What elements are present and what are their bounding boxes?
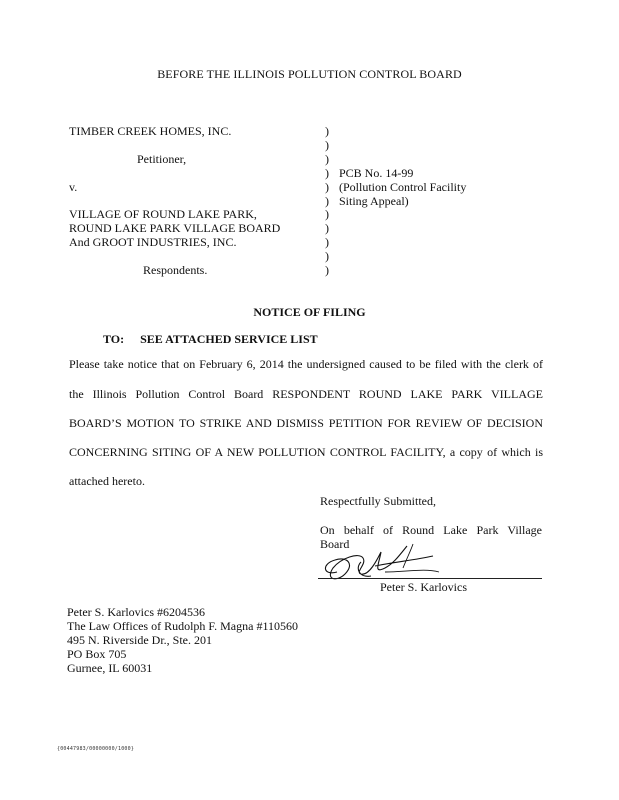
paren-mark: ) — [325, 235, 329, 249]
paren-mark: ) — [325, 166, 329, 180]
body-line: BOARD’S MOTION TO STRIKE AND DISMISS PETITION FOR REVIEW OF DECISION — [69, 416, 543, 430]
paren-mark: ) — [325, 263, 329, 277]
petitioner-role: Petitioner, — [137, 152, 187, 166]
closing: Respectfully Submitted, — [320, 494, 436, 508]
respondent-line: VILLAGE OF ROUND LAKE PARK, — [69, 207, 257, 221]
paren-mark: ) — [325, 124, 329, 138]
paren-mark: ) — [325, 194, 329, 208]
case-number: PCB No. 14-99 — [339, 166, 414, 180]
paren-mark: ) — [325, 152, 329, 166]
attorney-line: PO Box 705 — [67, 647, 127, 661]
paren-mark: ) — [325, 207, 329, 221]
footer-code: {00447983/00000000/1000} — [57, 746, 135, 752]
attorney-line: The Law Offices of Rudolph F. Magna #110560 — [67, 619, 298, 633]
attorney-line: 495 N. Riverside Dr., Ste. 201 — [67, 633, 212, 647]
body-line: attached hereto. — [69, 474, 145, 488]
case-type-line: Siting Appeal) — [339, 194, 409, 208]
to-line — [103, 332, 318, 347]
paren-mark: ) — [325, 249, 329, 263]
body-line: the Illinois Pollution Control Board RESPONDENT ROUND LAKE PARK VILLAGE — [69, 387, 543, 401]
versus-label: v. — [69, 180, 78, 194]
notice-heading: NOTICE OF FILING — [253, 305, 366, 319]
signer-name: Peter S. Karlovics — [380, 580, 467, 594]
case-type-line: (Pollution Control Facility — [339, 180, 467, 194]
paren-mark: ) — [325, 180, 329, 194]
respondent-line: ROUND LAKE PARK VILLAGE BOARD — [69, 221, 281, 235]
document-title: BEFORE THE ILLINOIS POLLUTION CONTROL BOARD — [157, 67, 462, 81]
attorney-line: Gurnee, IL 60031 — [67, 661, 153, 675]
petitioner-name: TIMBER CREEK HOMES, INC. — [69, 124, 232, 138]
body-line: CONCERNING SITING OF A NEW POLLUTION CONTROL FACILITY, a copy of which is — [69, 445, 543, 459]
paren-mark: ) — [325, 221, 329, 235]
respondent-role: Respondents. — [143, 263, 208, 277]
on-behalf-line: Board — [320, 537, 350, 551]
to-label: TO: — [103, 332, 125, 346]
body-line: Please take notice that on February 6, 2014 the undersigned caused to be filed with the clerk of — [69, 357, 543, 371]
to-value: SEE ATTACHED SERVICE LIST — [140, 332, 318, 346]
respondent-line: And GROOT INDUSTRIES, INC. — [69, 235, 237, 249]
signature-line — [318, 578, 542, 579]
attorney-line: Peter S. Karlovics #6204536 — [67, 605, 205, 619]
on-behalf-line: On behalf of Round Lake Park Village — [320, 523, 542, 537]
paren-mark: ) — [325, 138, 329, 152]
